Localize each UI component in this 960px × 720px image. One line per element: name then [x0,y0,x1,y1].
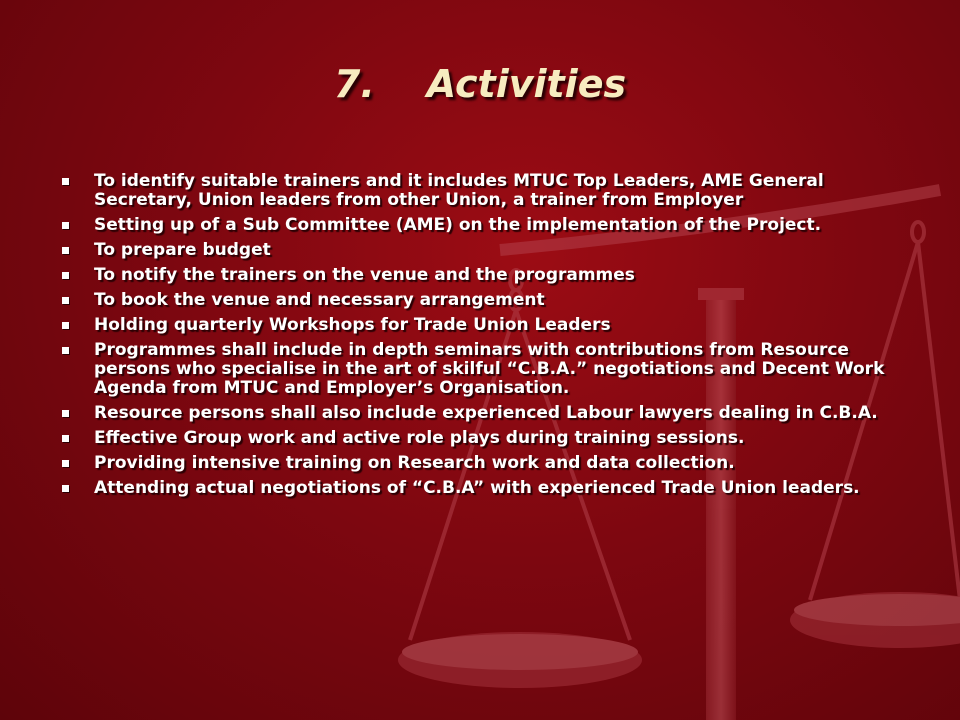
slide-title-text: Activities [426,62,627,106]
list-item-text: Programmes shall include in depth seminars with contributions from Resource persons who specialise in the art of skilful “C.B.A.” negotiations and Decent Work Agenda from MTUC and Employer’s Organisation. [94,340,885,398]
activities-list [62,172,912,504]
slide-title-number: 7. [333,62,375,106]
square-bullet-icon [62,297,69,304]
square-bullet-icon [62,322,69,329]
list-item-text: Providing intensive training on Research work and data collection. [94,453,735,473]
list-item [62,266,912,285]
list-item-text: To book the venue and necessary arrangement [94,290,545,310]
list-item-text: To notify the trainers on the venue and the programmes [94,265,635,285]
list-item [62,291,912,310]
square-bullet-icon [62,410,69,417]
list-item-text: Resource persons shall also include experienced Labour lawyers dealing in C.B.A. [94,403,878,423]
list-item [62,216,912,235]
list-item [62,454,912,473]
list-item [62,479,912,498]
square-bullet-icon [62,485,69,492]
square-bullet-icon [62,347,69,354]
square-bullet-icon [62,178,69,185]
list-item-text: Attending actual negotiations of “C.B.A” with experienced Trade Union leaders. [94,478,860,498]
list-item-text: Holding quarterly Workshops for Trade Union Leaders [94,315,611,335]
slide-title [0,62,960,106]
list-item-text: To prepare budget [94,240,271,260]
list-item [62,241,912,260]
list-item-text: To identify suitable trainers and it includes MTUC Top Leaders, AME General Secretary, Union leaders from other Union, a trainer from Employer [94,171,824,210]
list-item-text: Setting up of a Sub Committee (AME) on the implementation of the Project. [94,215,822,235]
square-bullet-icon [62,247,69,254]
square-bullet-icon [62,222,69,229]
list-item-text: Effective Group work and active role plays during training sessions. [94,428,745,448]
square-bullet-icon [62,272,69,279]
list-item [62,429,912,448]
square-bullet-icon [62,460,69,467]
list-item [62,316,912,335]
list-item [62,404,912,423]
list-item [62,341,912,398]
square-bullet-icon [62,435,69,442]
list-item [62,172,912,210]
